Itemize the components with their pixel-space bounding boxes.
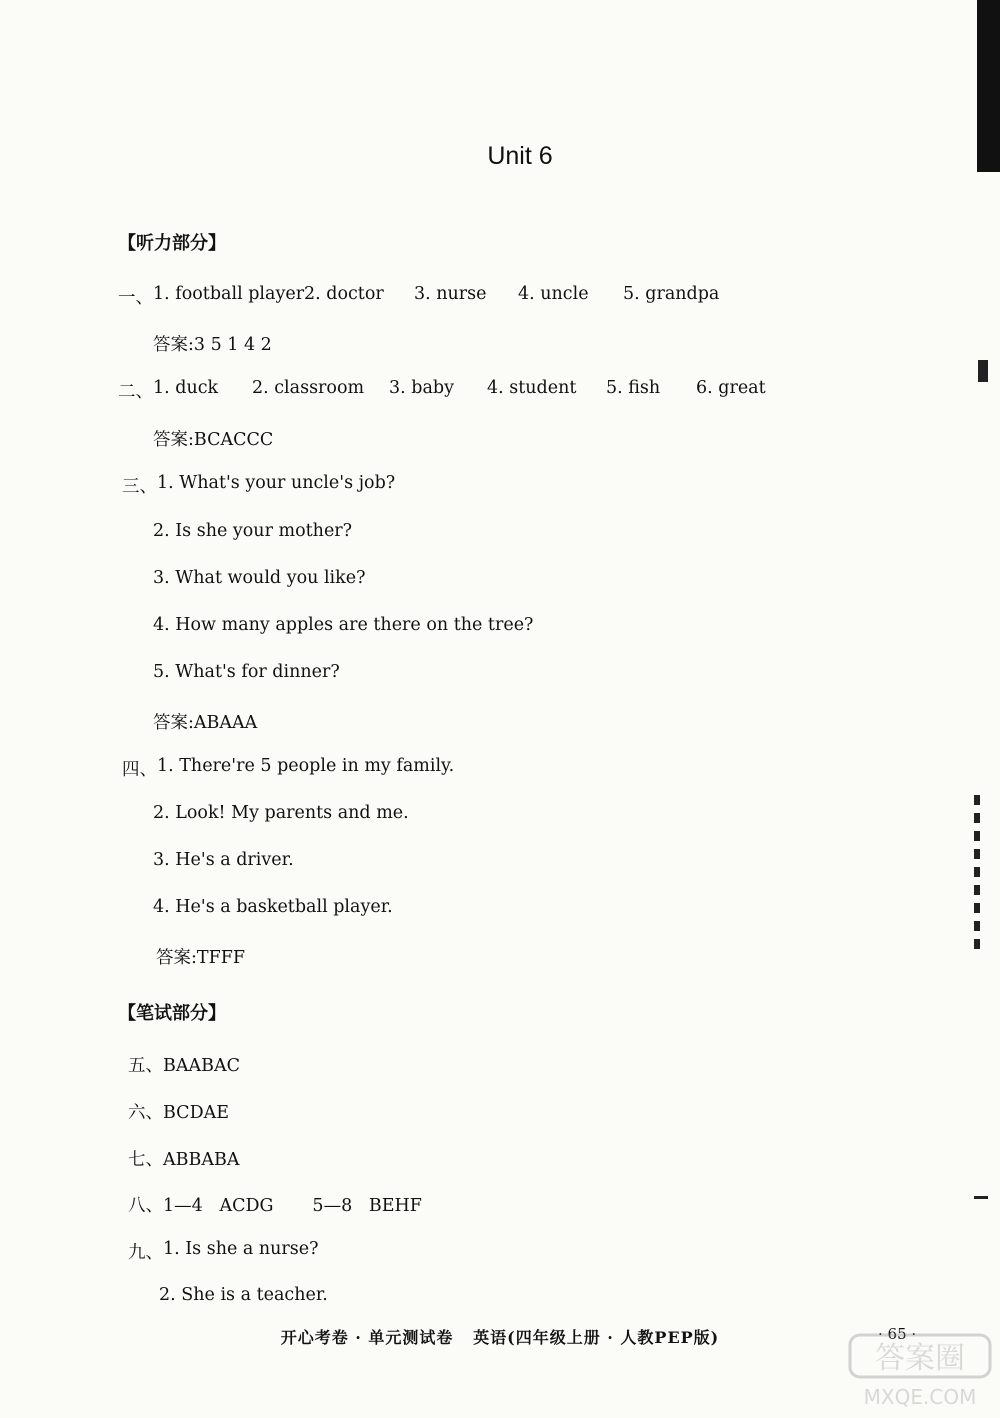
question-9-line-1 — [128, 1239, 319, 1264]
list-item: 3. baby — [389, 378, 454, 398]
list-item: 1. There're 5 people in my family. — [157, 756, 455, 776]
scan-edge-mark — [974, 1196, 988, 1199]
list-item: 1. Is she a nurse? — [163, 1239, 319, 1259]
list-item: 2. Look! My parents and me. — [153, 803, 409, 823]
list-item: 5. grandpa — [623, 284, 720, 304]
scan-edge-mark — [974, 795, 980, 955]
list-item: 1. duck — [153, 378, 219, 398]
page-title: Unit 6 — [487, 142, 553, 170]
question-4-line-1 — [122, 756, 454, 781]
scan-edge-mark — [978, 360, 988, 382]
question-number: 四、 — [122, 760, 157, 780]
list-item: 5. What's for dinner? — [153, 662, 340, 682]
question-number: 一、 — [118, 288, 153, 308]
question-7-answer: 七、ABBABA — [128, 1150, 240, 1170]
question-number: 九、 — [128, 1243, 163, 1263]
list-item: 1. What's your uncle's job? — [157, 473, 396, 493]
question-1-answer: 答案:3 5 1 4 2 — [153, 335, 272, 355]
list-item: 2. classroom — [252, 378, 365, 398]
list-item: 4. He's a basketball player. — [153, 897, 393, 917]
question-number: 三、 — [122, 477, 157, 497]
list-item: 4. uncle — [518, 284, 589, 304]
watermark-logo — [845, 1330, 995, 1410]
writing-section-header: 【笔试部分】 — [118, 1003, 226, 1024]
page-footer: 开心考卷 · 单元测试卷 英语(四年级上册 · 人教PEP版) — [280, 1328, 720, 1347]
question-1-items — [118, 284, 719, 309]
question-8-answer: 八、1—4 ACDG 5—8 BEHF — [128, 1196, 422, 1216]
list-item: 3. nurse — [414, 284, 487, 304]
list-item: 3. He's a driver. — [153, 850, 294, 870]
list-item: 2. Is she your mother? — [153, 521, 353, 541]
question-2-answer: 答案:BCACCC — [153, 430, 274, 450]
list-item: 6. great — [696, 378, 766, 398]
watermark-url: MXQE.COM — [863, 1385, 977, 1409]
question-2-items — [118, 378, 766, 403]
list-item: 4. student — [487, 378, 577, 398]
watermark-cn: 答案圈 — [875, 1341, 965, 1376]
question-number: 二、 — [118, 382, 153, 402]
list-item: 4. How many apples are there on the tree? — [153, 615, 534, 635]
listening-section-header: 【听力部分】 — [118, 233, 226, 254]
list-item: 3. What would you like? — [153, 568, 366, 588]
page-number: · 65 · — [878, 1325, 917, 1343]
list-item: 2. doctor — [304, 284, 384, 304]
list-item: 5. fish — [606, 378, 661, 398]
question-4-answer: 答案:TFFF — [156, 948, 245, 968]
list-item: 1. football player — [153, 284, 305, 304]
list-item: 2. She is a teacher. — [159, 1285, 328, 1305]
question-6-answer: 六、BCDAE — [128, 1103, 230, 1123]
question-5-answer: 五、BAABAC — [128, 1056, 241, 1076]
question-3-line-1 — [122, 473, 395, 498]
question-3-answer: 答案:ABAAA — [153, 713, 258, 733]
